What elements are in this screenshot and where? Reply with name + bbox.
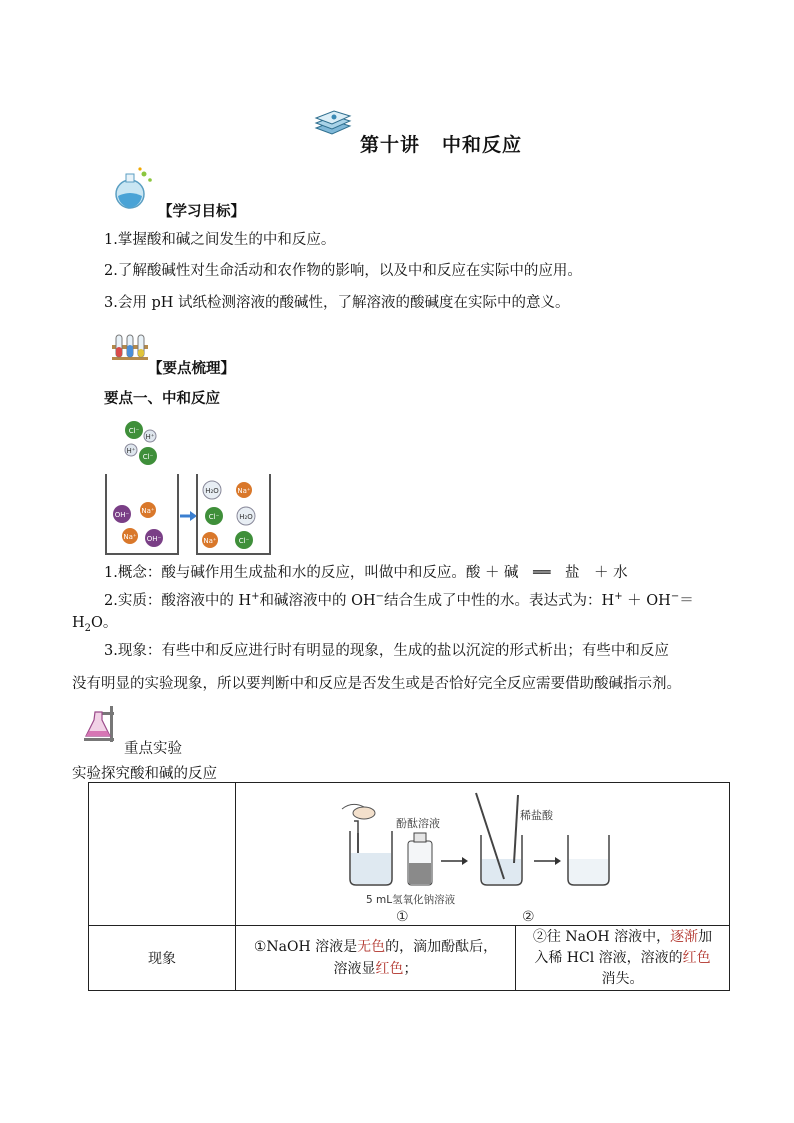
key-point-1-title: 要点一、中和反应	[104, 390, 220, 407]
step-1-label: ①	[396, 909, 409, 925]
experiment-heading: 重点实验	[124, 741, 182, 757]
oh-ion	[113, 505, 131, 523]
test-tube-rack-icon	[110, 333, 150, 361]
dilute-hcl-label: 稀盐酸	[520, 809, 553, 822]
na-ion	[236, 482, 252, 498]
title-part-2: 中和反应	[442, 134, 523, 156]
table-row	[89, 783, 730, 926]
falling-h-ion	[144, 430, 156, 442]
water-molecule	[203, 481, 221, 499]
svg-text:Na⁺: Na⁺	[203, 537, 217, 545]
svg-text:H⁺: H⁺	[145, 433, 155, 441]
table-row	[89, 926, 730, 991]
phenomenon-cell-2: ②往 NaOH 溶液中，逐渐加 入稀 HCl 溶液，溶液的红色 消失。	[516, 926, 730, 991]
objective-1: 1.掌握酸和碱之间发生的中和反应。	[104, 232, 336, 248]
phenomenon-line-1: 3.现象：有些中和反应进行时有明显的现象，生成的盐以沉淀的形式析出；有些中和反应	[104, 643, 669, 659]
experiment-table	[88, 782, 730, 991]
experiment-figure-cell	[236, 783, 730, 926]
svg-text:OH⁻: OH⁻	[146, 535, 162, 543]
phenomenon-cell-1: ①NaOH 溶液是无色的，滴加酚酞后， 溶液显红色；	[236, 926, 516, 991]
falling-cl-ion	[139, 447, 157, 465]
na-ion	[202, 532, 218, 548]
phenolphthalein-label: 酚酞溶液	[396, 817, 440, 830]
flask-icon	[110, 166, 156, 210]
svg-text:H₂O: H₂O	[205, 487, 219, 495]
water-molecule	[237, 507, 255, 525]
falling-cl-ion	[125, 421, 143, 439]
na-ion	[122, 528, 138, 544]
cl-ion	[235, 531, 253, 549]
oh-ion	[145, 529, 163, 547]
key-points-heading: 【要点梳理】	[148, 360, 235, 377]
page-title	[360, 130, 522, 157]
svg-text:Cl⁻: Cl⁻	[142, 453, 154, 461]
phenomenon-line-2: 没有明显的实验现象，所以要判断中和反应是否发生或是否恰好完全反应需要借助酸碱指示剂。	[72, 676, 681, 692]
svg-text:Cl⁻: Cl⁻	[128, 427, 140, 435]
concept-text: 1.概念：酸与碱作用生成盐和水的反应，叫做中和反应。酸 ＋ 碱 ══ 盐 ＋ 水	[104, 565, 628, 581]
objective-3: 3.会用 pH 试纸检测溶液的酸碱性，了解溶液的酸碱度在实际中的意义。	[104, 295, 570, 311]
svg-text:Na⁺: Na⁺	[237, 487, 251, 495]
svg-text:Cl⁻: Cl⁻	[208, 513, 220, 521]
cl-ion	[205, 507, 223, 525]
title-part-1: 第十讲	[360, 134, 421, 156]
table-cell-empty	[89, 783, 236, 926]
objectives-heading: 【学习目标】	[158, 203, 245, 220]
heating-flask-icon	[80, 704, 120, 744]
essence-text: 2.实质：酸溶液中的 H+和碱溶液中的 OH−结合生成了中性的水。表达式为：H+ ＋ OH−＝	[104, 591, 694, 609]
objective-2: 2.了解酸碱性对生命活动和农作物的影响，以及中和反应在实际中的应用。	[104, 263, 582, 279]
essence-formula-end: $H_2O$。	[72, 615, 118, 634]
svg-text:H⁺: H⁺	[126, 447, 136, 455]
falling-h-ion	[125, 444, 137, 456]
svg-text:Cl⁻: Cl⁻	[238, 537, 250, 545]
step-2-label: ②	[522, 909, 535, 925]
na-ion	[140, 502, 156, 518]
phenomenon-row-label: 现象	[89, 926, 236, 991]
experiment-subtitle: 实验探究酸和碱的反应	[72, 766, 217, 782]
svg-text:OH⁻: OH⁻	[114, 511, 130, 519]
book-stack-icon	[312, 110, 354, 136]
neutralization-diagram	[102, 416, 272, 558]
reaction-arrow-icon	[180, 511, 197, 521]
naoh-volume-label: 5 mL氢氧化钠溶液	[366, 894, 456, 906]
experiment-apparatus-figure	[236, 783, 729, 925]
svg-text:H₂O: H₂O	[239, 513, 253, 521]
svg-text:Na⁺: Na⁺	[141, 507, 155, 515]
svg-text:Na⁺: Na⁺	[123, 533, 137, 541]
